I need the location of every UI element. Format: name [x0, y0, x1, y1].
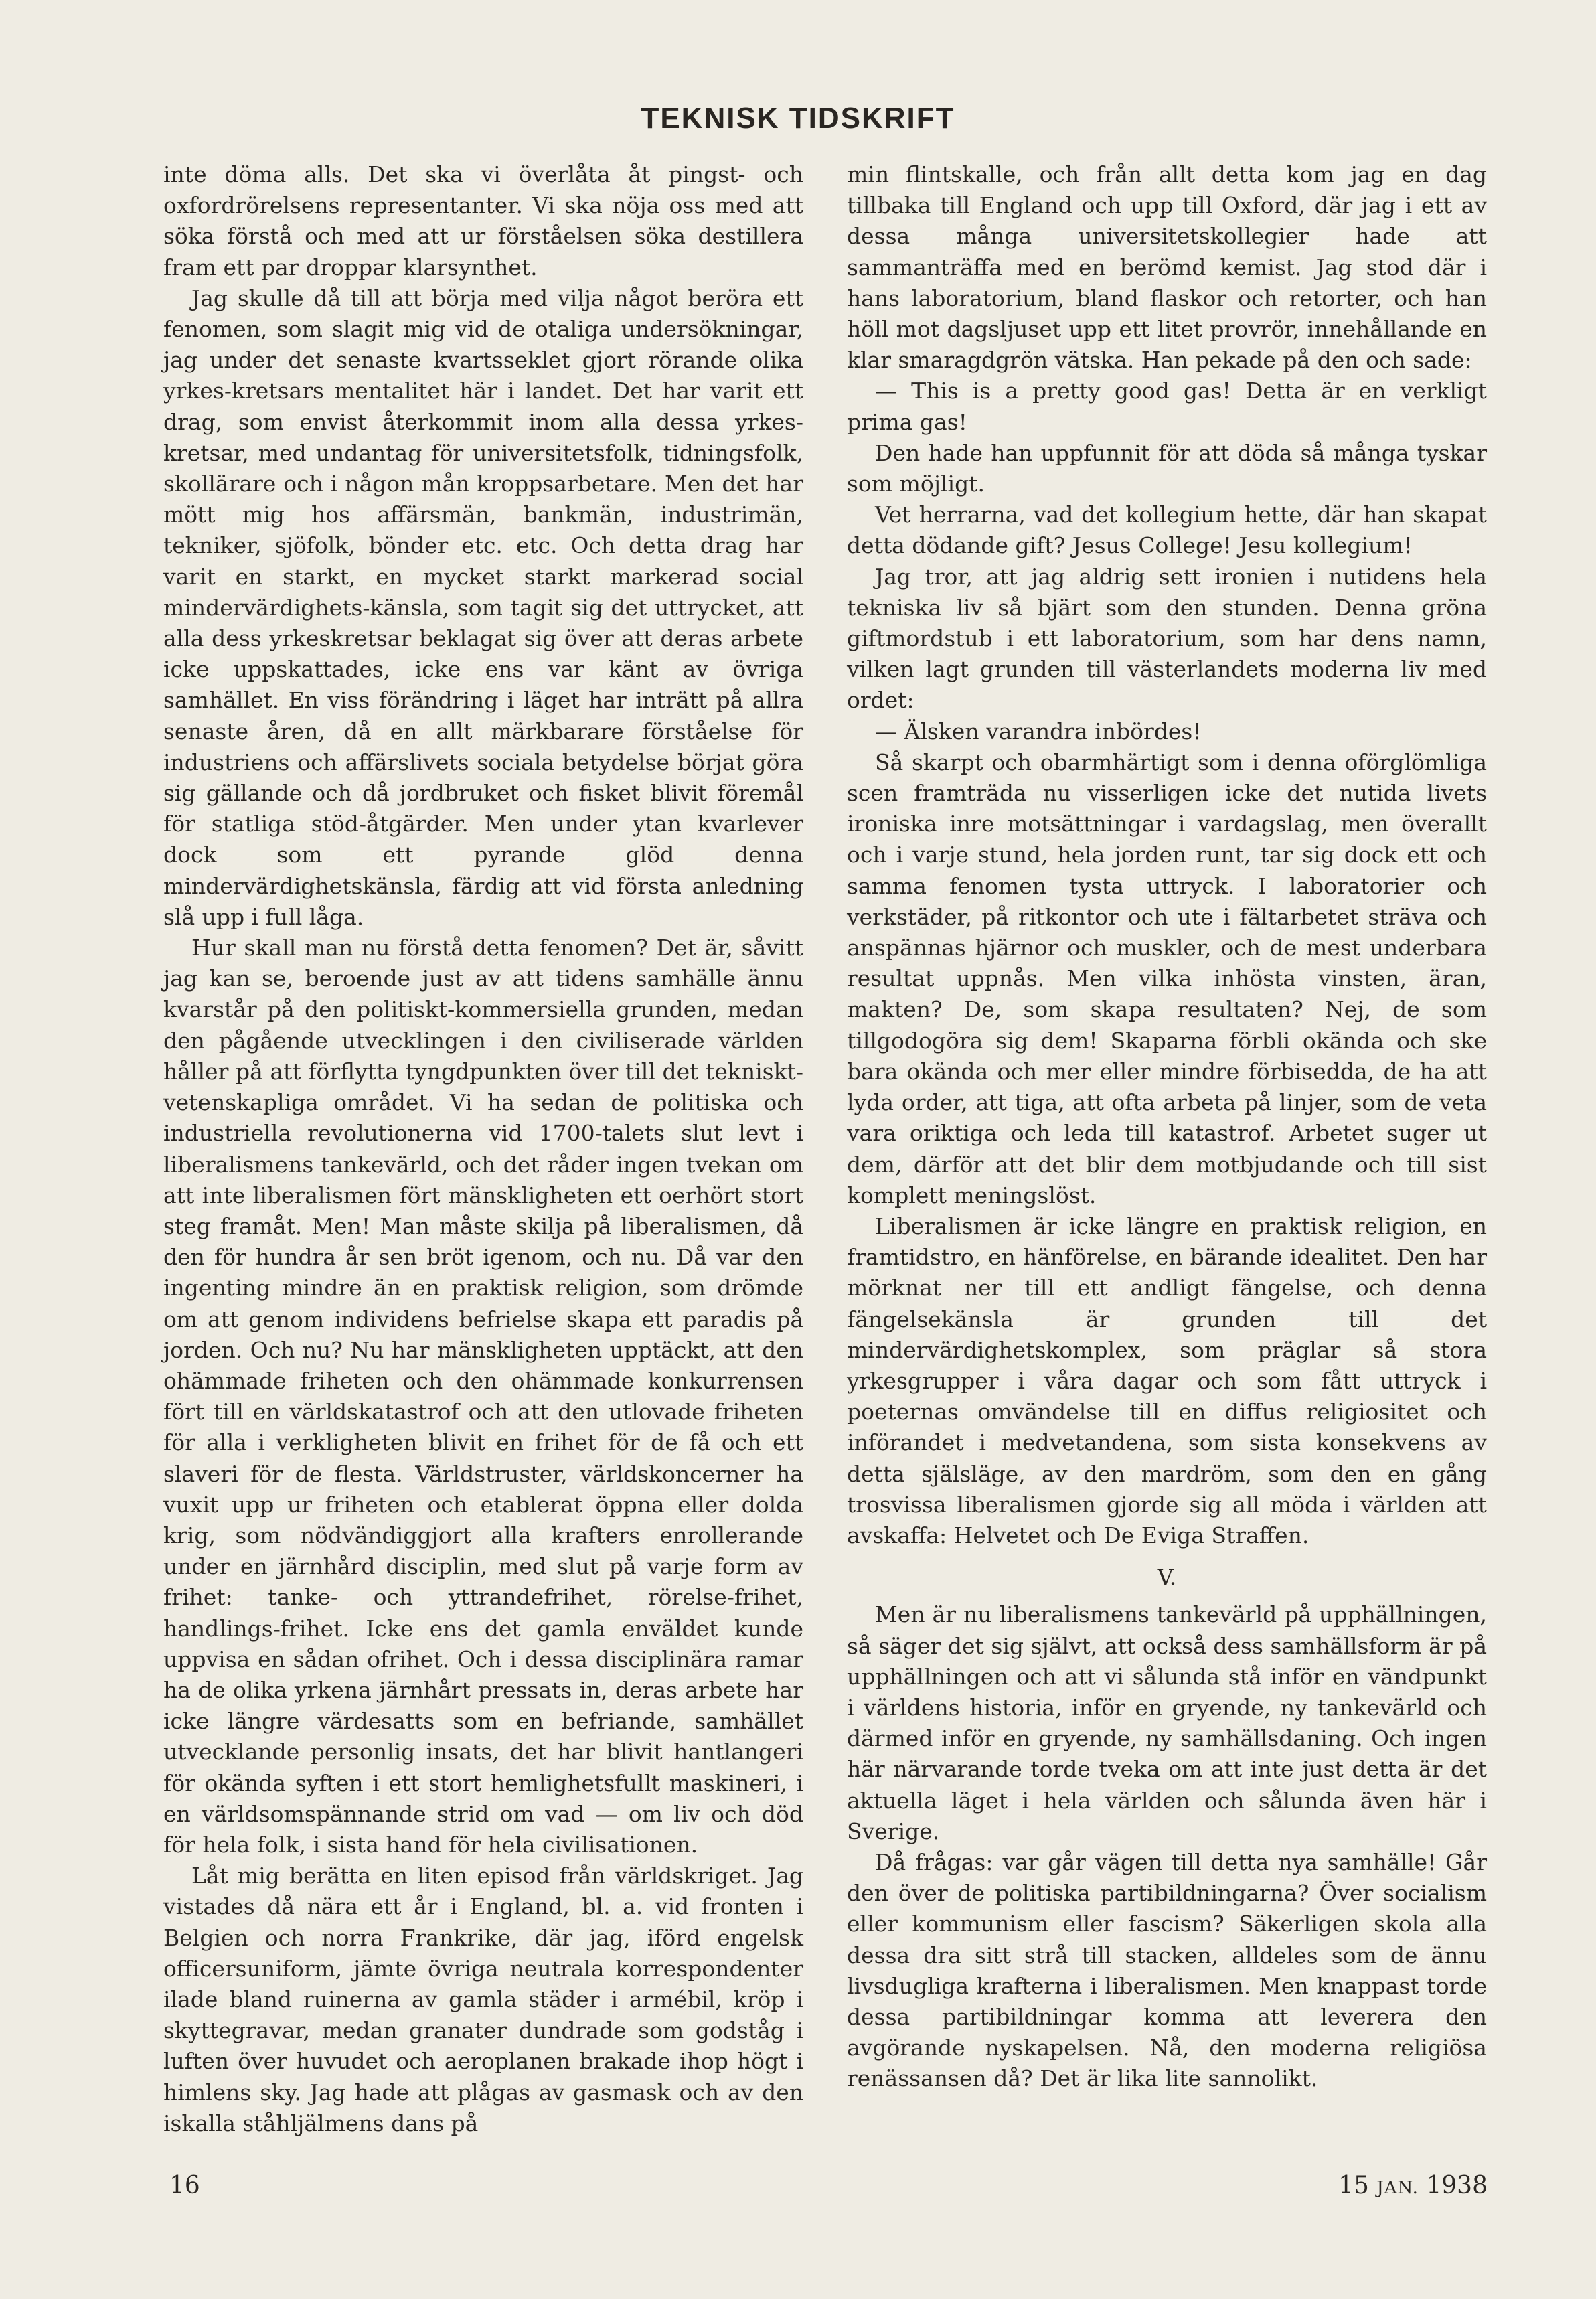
paragraph: Vet herrarna, vad det kollegium hette, där han skapat detta dödande gift? Jesus College! Jesu kollegium! [847, 501, 1487, 559]
paragraph: Den hade han uppfunnit för att döda så många tyskar som möjligt. [847, 439, 1487, 497]
paragraph: inte döma alls. Det ska vi överlåta åt pingst- och oxfordrörelsens representanter. Vi ska nöja oss med att söka förstå och med att ur förståelsen söka destillera fram ett par droppar klarsynthet. [163, 161, 803, 281]
paragraph: Hur skall man nu förstå detta fenomen? Det är, såvitt jag kan se, beroende just av att tidens samhälle ännu kvarstår på den politiskt-kommersiella grunden, medan den pågående utvecklingen i den civiliserade världen håller på att förflytta tyngdpunkten över till det tekniskt-vetenskapliga området. Vi ha sedan de politiska och industriella revolutionerna vid 1700-talets slut levt i liberalismens tankevärld, och det råder ingen tvekan om att inte liberalismen fört mänskligheten ett oerhört stort steg framåt. Men! Man måste skilja på liberalismen, då den för hundra år sen bröt igenom, och nu. Då var den ingenting mindre än en praktisk religion, som drömde om att genom individens befrielse skapa ett paradis på jorden. Och nu? Nu har mänskligheten upptäckt, att den ohämmade friheten och den ohämmade konkurrensen fört till en världskatastrof och att den utlovade friheten för alla i verkligheten blivit en frihet för de få och ett slaveri för de flesta. Världstruster, världskoncerner ha vuxit upp ur friheten och etablerat öppna eller dolda krig, som nödvändiggjort alla krafters enrollerande under en järnhård disciplin, med slut på varje form av frihet: tanke- och yttrandefrihet, rörelse-frihet, handlings-frihet. Icke ens det gamla enväldet kunde uppvisa en sådan ofrihet. Och i dessa disciplinära ramar ha de olika yrkena järnhårt pressats in, deras arbete har icke längre värdesatts som en befriande, samhället utvecklande personlig insats, det har blivit hantlangeri för okända syften i ett stort hemlighetsfullt maskineri, i en världsomspännande strid om vad — om liv och död för hela folk, i sista hand för hela civilisationen. [163, 935, 803, 1858]
section-heading: V. [1157, 1564, 1177, 1591]
right-column [847, 159, 1487, 2095]
paragraph: Då frågas: var går vägen till detta nya samhälle! Går den över de politiska partibildningarna? Över socialism eller kommunism eller fascism? Säkerligen skola alla dessa dra sitt strå till stacken, alldeles som de ännu livsdugliga krafterna i liberalismen. Men knappast torde dessa partibildningar komma att leverera den avgörande nyskapelsen. Nå, den moderna religiösa renässansen då? Det är lika lite sannolikt. [847, 1848, 1487, 2092]
paragraph: Så skarpt och obarmhärtigt som i denna oförglömliga scen framträda nu visserligen icke det nutida livets ironiska inre motsättningar i vardagslag, men överallt och i varje stund, hela jorden runt, tar sig dock ett och samma fenomen tysta uttryck. I laboratorier och verkstäder, på ritkontor och ute i fältarbetet sträva och anspännas hjärnor och muskler, och de mest underbara resultat uppnås. Men vilka inhösta vinsten, äran, makten? De, som skapa resultaten? Nej, de som tillgodogöra sig dem! Skaparna förbli okända och ske bara okända och mer eller mindre förbisedda, de ha att lyda order, att tiga, att ofta arbeta på linjer, som de veta vara oriktiga och leda till katastrof. Arbetet suger ut dem, därför att det blir dem motbjudande och till sist komplett meningslöst. [847, 748, 1487, 1208]
paragraph: Jag skulle då till att börja med vilja något beröra ett fenomen, som slagit mig vid de otaliga undersökningar, jag under det senaste kvartsseklet gjort rörande olika yrkes-kretsars mentalitet här i landet. Det har varit ett drag, som envist återkommit inom alla dessa yrkes-kretsar, med undantag för universitetsfolk, tidningsfolk, skollärare och i någon mån kroppsarbetare. Men det har mött mig hos affärsmän, bankmän, industrimän, tekniker, sjöfolk, bönder etc. etc. Och detta drag har varit en starkt, en mycket starkt markerad social mindervärdighets-känsla, som tagit sig det uttrycket, att alla dess yrkeskretsar beklagat sig över att deras arbete icke uppskattades, icke ens var känt av övriga samhället. En viss förändring i läget har inträtt på allra senaste åren, då en allt märkbarare förståelse för industriens och affärslivets sociala betydelse börjat göra sig gällande och då jordbruket och fisket blivit föremål för statliga stöd-åtgärder. Men under ytan kvarlever dock som ett pyrande glöd denna mindervärdighetskänsla, färdig att vid första anledning slå upp i full låga. [163, 285, 803, 930]
issue-date-month: JAN. [1376, 2178, 1419, 2198]
page-number: 16 [169, 2172, 200, 2199]
paragraph: Liberalismen är icke längre en praktisk religion, en framtidstro, en hänförelse, en bärande idealitet. Den har mörknat ner till ett andligt fängelse, och denna fängelsekänsla är grunden till det mindervärdighetskomplex, som präglar så stora yrkesgrupper i våra dagar och som fått uttryck i poeternas omvändelse till en diffus religiositet och införandet i medvetandena, som sista konsekvens av detta själsläge, av den mardröm, som den en gång trosvissa liberalismen gjorde sig all möda i världen att avskaffa: Helvetet och De Eviga Straffen. [847, 1212, 1487, 1549]
paragraph: min flintskalle, och från allt detta kom jag en dag tillbaka till England och upp till Oxford, där jag i ett av dessa många universitetskollegier hade att sammanträffa med en berömd kemist. Jag stod där i hans laboratorium, bland flaskor och retorter, och han höll mot dagsljuset upp ett litet provrör, innehållande en klar smaragdgrön vätska. Han pekade på den och sade: [847, 161, 1487, 374]
issue-date [1338, 2172, 1488, 2199]
quote-line: — This is a pretty good gas! Detta är en verkligt prima gas! [847, 378, 1487, 435]
paragraph: Jag tror, att jag aldrig sett ironien i nutidens hela tekniska liv så bjärt som den stunden. Denna gröna giftmordstub i ett laboratorium, som har dens namn, vilken lagt grunden till västerlandets moderna liv med ordet: [847, 563, 1487, 714]
issue-date-year: 1938 [1426, 2172, 1488, 2199]
left-column [163, 159, 803, 2139]
issue-date-day: 15 [1338, 2172, 1369, 2199]
paragraph: Men är nu liberalismens tankevärld på upphällningen, så säger det sig självt, att också dess samhällsform är på upphällningen och att vi sålunda stå inför en vändpunkt i världens historia, inför en gryende, ny tankevärld och därmed inför en gryende, ny samhällsdaning. Och ingen här närvarande torde tveka om att inte just detta är det aktuella läget i hela världen och sålunda även här i Sverige. [847, 1601, 1487, 1844]
paragraph: Låt mig berätta en liten episod från världskriget. Jag vistades då nära ett år i England, bl. a. vid fronten i Belgien och norra Frankrike, där jag, iförd engelsk officersuniform, jämte övriga neutrala korrespondenter ilade bland ruinerna av gamla städer i armébil, kröp i skyttegravar, medan granater dundrade som godståg i luften över huvudet och aeroplanen brakade ihop högt i himlens sky. Jag hade att plågas av gasmask och av den iskalla ståhljälmens dans på [163, 1862, 803, 2136]
quote-line: — Älsken varandra inbördes! [875, 718, 1202, 744]
journal-title: TEKNISK TIDSKRIFT [641, 102, 955, 135]
